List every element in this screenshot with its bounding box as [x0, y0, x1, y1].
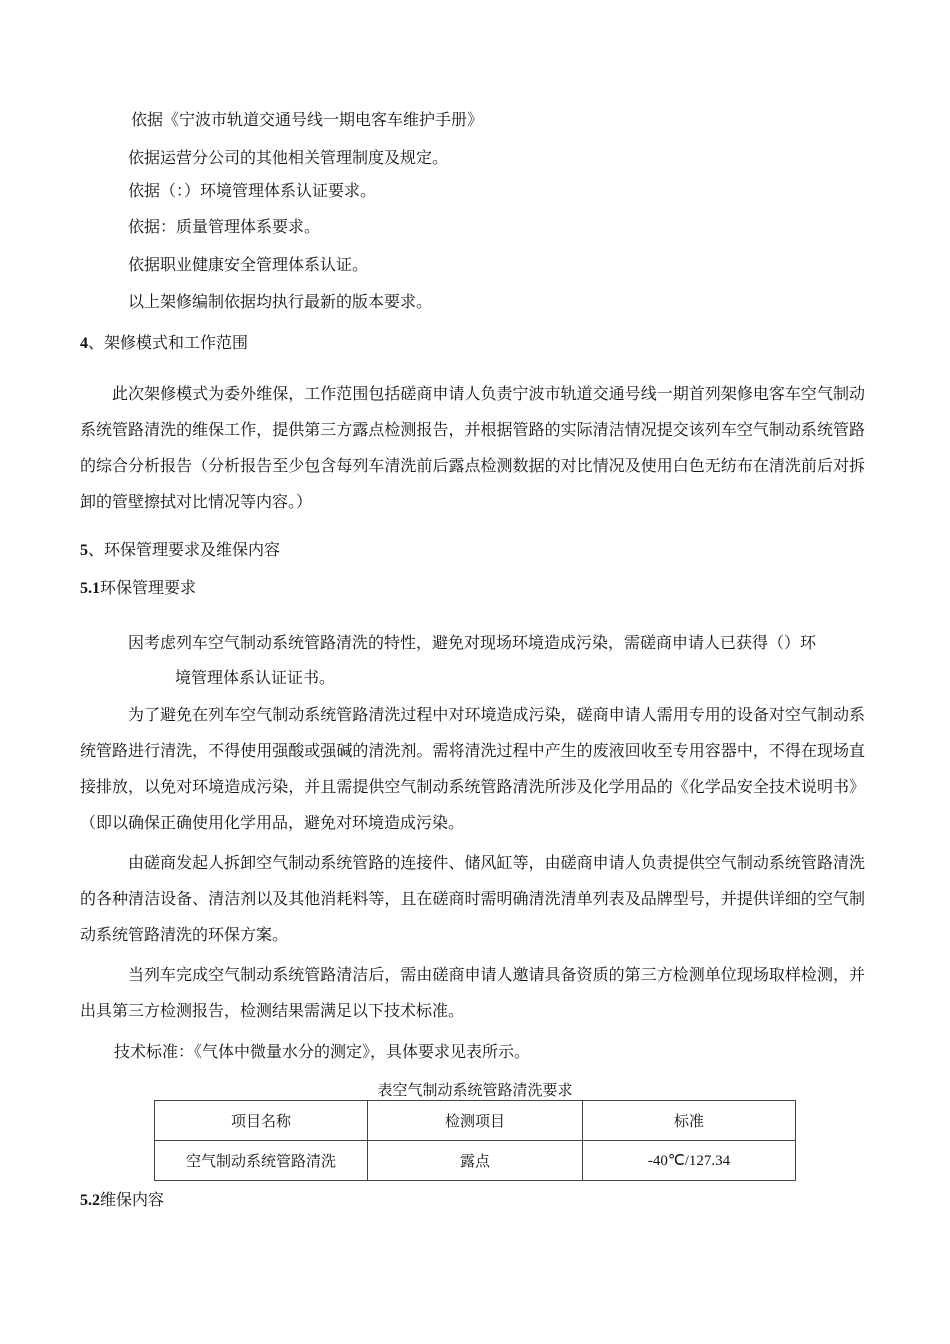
- section-5-1-title: 环保管理要求: [100, 578, 197, 597]
- section-4-body: 此次架修模式为委外维保，工作范围包括磋商申请人负责宁波市轨道交通号线一期首列架修电客车空气制动系统管路清洗的维保工作，提供第三方露点检测报告，并根据管路的实际清洁情况提交该列车空气制动系统管路的综合分析报告（分析报告至少包含每列车清洗前后露点检测数据的对比情况及使用白色无纺布在清洗前后对拆卸的管壁擦拭对比情况等内容。）: [80, 384, 865, 511]
- table-header-cell: 标准: [583, 1101, 796, 1141]
- basis-item-4: 依据：质量管理体系要求。: [128, 217, 321, 236]
- section-5-title: 、环保管理要求及维保内容: [88, 540, 281, 559]
- section-5-2-title: 维保内容: [100, 1190, 165, 1209]
- table-row: [155, 1141, 796, 1181]
- section-4-number: 4: [80, 335, 88, 352]
- table-cell: 露点: [368, 1141, 583, 1181]
- section-5-1-p5: 技术标准：《气体中微量水分的测定》，具体要求见表所示。: [114, 1042, 531, 1061]
- section-5-1-heading: [80, 578, 196, 599]
- table-header-cell: 检测项目: [368, 1101, 583, 1141]
- requirements-table: [154, 1100, 796, 1181]
- section-5-1-p1-line1: 因考虑列车空气制动系统管路清洗的特性，避免对现场环境造成污染，需磋商申请人已获得（）环: [128, 633, 817, 652]
- table-cell: -40℃/127.34: [583, 1141, 796, 1181]
- basis-item-3: 依据（：）环境管理体系认证要求。: [128, 181, 377, 200]
- basis-item-5: 依据职业健康安全管理体系认证。: [128, 255, 369, 274]
- section-5-1-p4: 当列车完成空气制动系统管路清洁后，需由磋商申请人邀请具备资质的第三方检测单位现场取样检测，并出具第三方检测报告，检测结果需满足以下技术标准。: [80, 965, 865, 1020]
- section-5-heading: [80, 540, 280, 561]
- basis-item-1: 依据《宁波市轨道交通号线一期电客车维护手册》: [131, 110, 484, 129]
- section-4-heading: [80, 333, 248, 354]
- section-5-1-p1-line2: 境管理体系认证证书。: [175, 668, 336, 687]
- table-cell: 空气制动系统管路清洗: [155, 1141, 368, 1181]
- table-caption: 表空气制动系统管路清洗要求: [377, 1081, 573, 1099]
- section-5-1-p2: 为了避免在列车空气制动系统管路清洗过程中对环境造成污染，磋商申请人需用专用的设备对空气制动系统管路进行清洗，不得使用强酸或强碱的清洗剂。需将清洗过程中产生的废液回收至专用容器中，不得在现场直接排放，以免对环境造成污染，并且需提供空气制动系统管路清洗所涉及化学用品的《化学品安全技术说明书》（即以确保正确使用化学用品，避免对环境造成污染。: [80, 705, 865, 832]
- section-5-2-heading: [80, 1190, 164, 1211]
- section-5-1-p3: 由磋商发起人拆卸空气制动系统管路的连接件、储风缸等，由磋商申请人负责提供空气制动系统管路清洗的各种清洁设备、清洁剂以及其他消耗料等，且在磋商时需明确清洗清单列表及品牌型号，并提供详细的空气制动系统管路清洗的环保方案。: [80, 853, 865, 944]
- section-5-number: 5: [80, 542, 88, 559]
- table-header-cell: 项目名称: [155, 1101, 368, 1141]
- basis-item-6: 以上架修编制依据均执行最新的版本要求。: [128, 292, 433, 311]
- section-5-2-number: 5.2: [80, 1192, 100, 1209]
- table-header-row: [155, 1101, 796, 1141]
- basis-item-2: 依据运营分公司的其他相关管理制度及规定。: [128, 148, 449, 167]
- section-5-1-number: 5.1: [80, 580, 100, 597]
- section-4-title: 、架修模式和工作范围: [88, 333, 249, 352]
